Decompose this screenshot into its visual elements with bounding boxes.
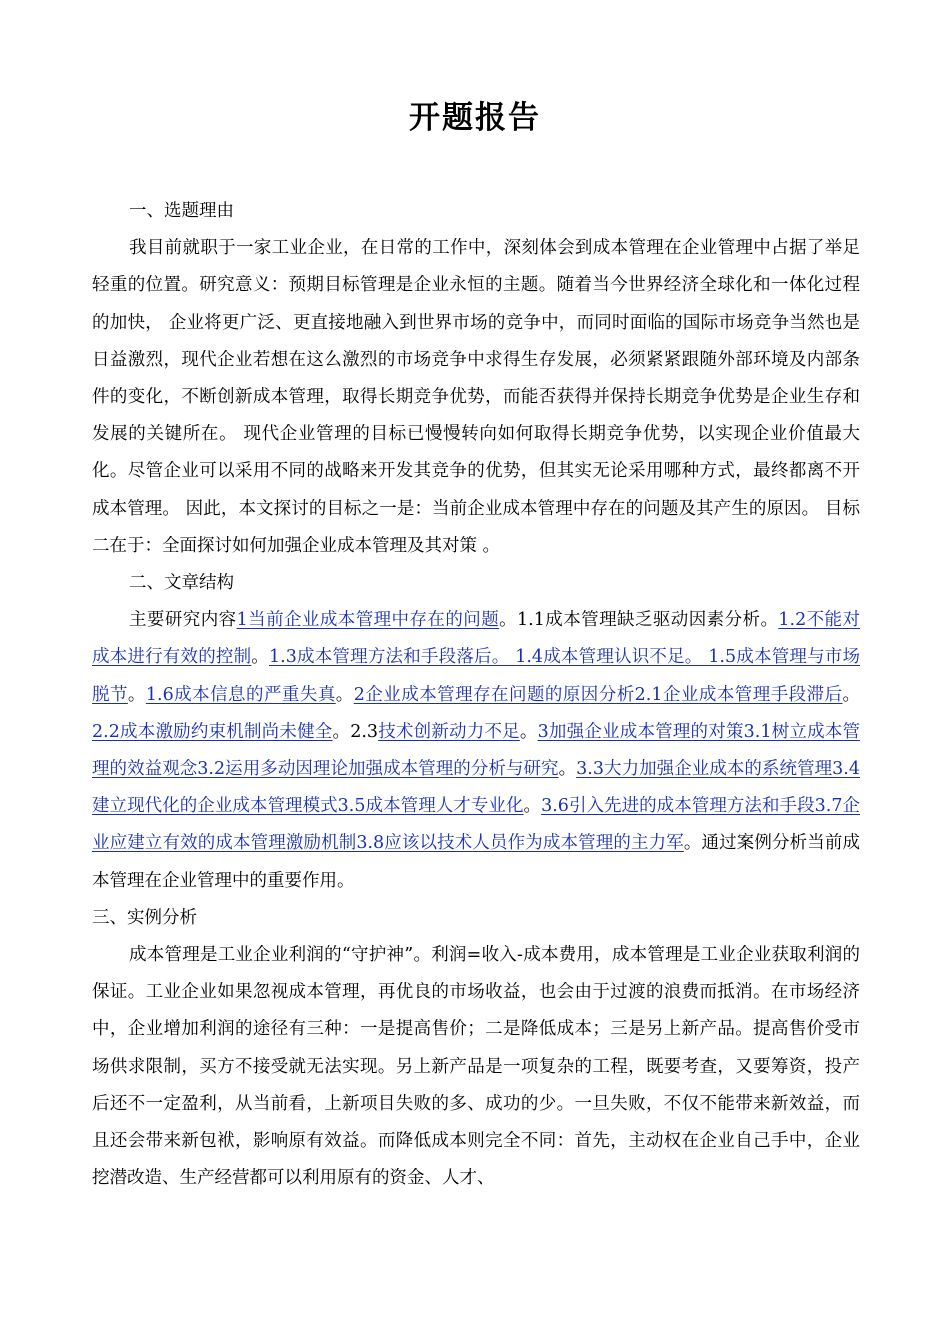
document-body: [92, 193, 860, 1197]
text-segment: 。: [523, 796, 542, 817]
paragraph-case: 成本管理是工业企业利润的“守护神”。利润=收入-成本费用，成本管理是工业企业获取利润的保证。工业企业如果忽视成本管理，再优良的市场收益，也会由于过渡的浪费而抵消。在市场经济中，企业增加利润的途径有三种：一是提高售价；二是降低成本；三是另上新产品。提高售价受市场供求限制，买方不接受就无法实现。另上新产品是一项复杂的工程，既要考查，又要筹资，投产后还不一定盈利，从当前看，上新项目失败的多、成功的少。一旦失败，不仅不能带来新效益，而且还会带来新包袱，影响原有效益。而降低成本则完全不同：首先，主动权在企业自己手中，企业挖潜改造、生产经营都可以利用原有的资金、人才、: [92, 945, 860, 1189]
toc-link[interactable]: 技术创新动力不足: [378, 721, 520, 742]
toc-link[interactable]: 1.2不能对成本进行有效的控制: [92, 610, 860, 668]
paragraph-reason: 我目前就职于一家工业企业，在日常的工作中，深刻体会到成本管理在企业管理中占据了举足轻重的位置。研究意义：预期目标管理是企业永恒的主题。随着当今世界经济全球化和一体化过程的加快， 企业将更广泛、更直接地融入到世界市场的竞争中，而同时面临的国际市场竞争当然也是日益激烈，现代企业若想在这么激烈的市场竞争中求得生存发展，必须紧紧跟随外部环境及内部条件的变化，不断创新成本管理，取得长期竞争优势，而能否获得并保持长期竞争优势是企业生存和发展的关键所在。 现代企业管理的目标已慢慢转向如何取得长期竞争优势，以实现企业价值最大化。尽管企业可以采用不同的战略来开发其竞争的优势，但其实无论采用哪种方式，最终都离不开成本管理。 因此，本文探讨的目标之一是：当前企业成本管理中存在的问题及其产生的原因。 目标二在于：全面探讨如何加强企业成本管理及其对策 。: [92, 238, 860, 556]
document-title: 开题报告: [409, 100, 541, 136]
text-segment: 。: [335, 684, 354, 705]
toc-link[interactable]: 3.3大力加强企业成本的系统管理3.4建立现代化的企业成本管理模式3.5成本管理人才专业化: [92, 759, 860, 817]
section-heading-case: 三、实例分析: [92, 907, 197, 928]
toc-link[interactable]: 3.6引入先进的成本管理方法和手段3.7企业应建立有效的成本管理激励机制3.8应该以技术人员作为成本管理的主力军: [92, 796, 860, 854]
section-heading-reason: 一、选题理由: [129, 201, 234, 221]
section-heading-structure: 二、文章结构: [129, 573, 234, 594]
toc-link[interactable]: 1.4成本管理认识不足。 1.5成本管理与市场脱节: [92, 647, 860, 705]
toc-link[interactable]: 3加强企业成本管理的对策3.1树立成本管理的效益观念3.2运用多动因理论加强成本管理的分析与研究: [92, 721, 861, 780]
text-segment: 。通过案例分析当前成本管理在企业管理中的重要作用。: [92, 833, 860, 891]
text-segment: 。1.1成本管理缺乏驱动因素分析。: [499, 610, 779, 631]
toc-link[interactable]: 1.6成本信息的严重失真: [145, 684, 336, 705]
toc-link[interactable]: 1.3成本管理方法和手段落后。: [269, 647, 516, 668]
text-segment: 。: [519, 721, 538, 742]
text-segment: 。2.3: [332, 721, 379, 742]
text-segment: 。: [127, 684, 146, 705]
text-segment: 主要研究内容: [129, 610, 237, 631]
toc-link[interactable]: 2企业成本管理存在问题的原因分析2.1企业成本管理手段滞后: [353, 684, 843, 705]
toc-link[interactable]: 1当前企业成本管理中存在的问题: [236, 610, 500, 631]
text-segment: 。: [558, 759, 577, 780]
paragraph-structure: [92, 602, 860, 900]
text-segment: 。: [842, 684, 861, 705]
text-segment: 。: [251, 647, 269, 668]
toc-link[interactable]: 2.2成本激励约束机制尚未健全: [92, 721, 333, 742]
